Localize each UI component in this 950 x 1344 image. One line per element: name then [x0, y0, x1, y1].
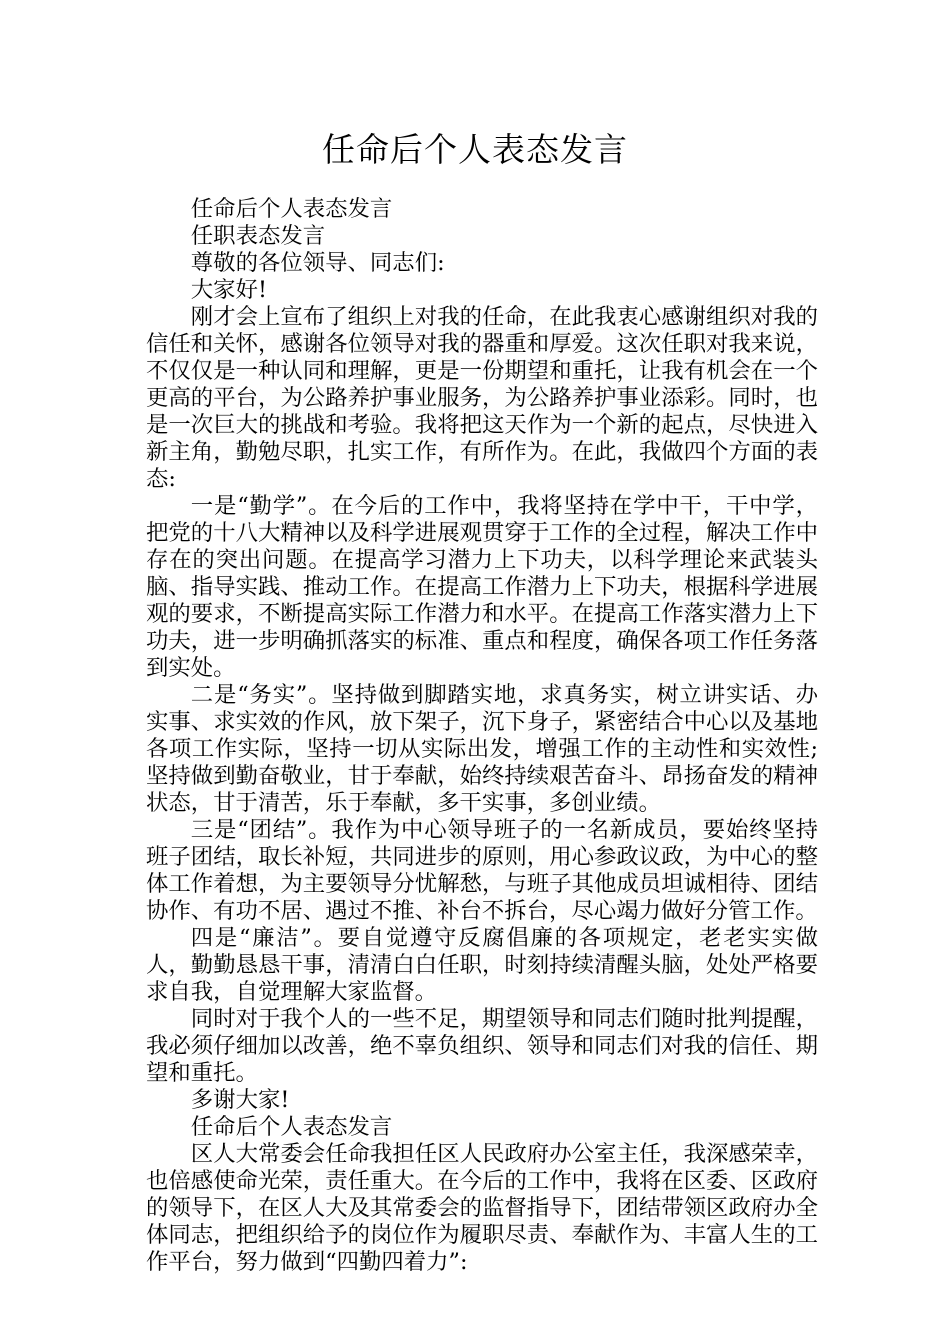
document-body	[146, 196, 818, 1276]
paragraph-second-speech: 区人大常委会任命我担任区人民政府办公室主任，我深感荣幸，也倍感使命光荣，责任重大。在今后的工作中，我将在区委、区政府的领导下，在区人大及其常委会的监督指导下，团结带领区政府办全体同志，把组织给予的岗位作为履职尽责、奉献作为、丰富人生的工作平台，努力做到“四勤四着力”:	[146, 1141, 818, 1275]
paragraph-intro: 刚才会上宣布了组织上对我的任命，在此我衷心感谢组织对我的信任和关怀，感谢各位领导对我的器重和厚爱。这次任职对我来说，不仅仅是一种认同和理解，更是一份期望和重托，让我有机会在一个更高的平台，为公路养护事业服务，为公路养护事业添彩。同时，也是一次巨大的挑战和考验。我将把这天作为一个新的起点，尽快进入新主角，勤勉尽职，扎实工作，有所作为。在此，我做四个方面的表态:	[146, 304, 818, 492]
paragraph-point-1: 一是“勤学”。在今后的工作中，我将坚持在学中干，干中学，把党的十八大精神以及科学进展观贯穿于工作的全过程，解决工作中存在的突出问题。在提高学习潜力上下功夫，以科学理论来武装头脑、指导实践、推动工作。在提高工作潜力上下功夫，根据科学进展观的要求，不断提高实际工作潜力和水平。在提高工作落实潜力上下功夫，进一步明确抓落实的标准、重点和程度，确保各项工作任务落到实处。	[146, 493, 818, 681]
paragraph-closing: 同时对于我个人的一些不足，期望领导和同志们随时批判提醒，我必须仔细加以改善，绝不辜负组织、领导和同志们对我的信任、期望和重托。	[146, 1006, 818, 1086]
paragraph-salutation: 尊敬的各位领导、同志们:	[190, 250, 445, 276]
paragraph-heading-1: 任命后个人表态发言	[190, 196, 393, 222]
paragraph-point-3: 三是“团结”。我作为中心领导班子的一名新成员，要始终坚持班子团结，取长补短，共同进步的原则，用心参政议政，为中心的整体工作着想，为主要领导分忧解愁，与班子其他成员坦诚相待、团结协作、有功不居、遇过不推、补台不拆台，尽心竭力做好分管工作。	[146, 817, 818, 924]
paragraph-point-4: 四是“廉洁”。要自觉遵守反腐倡廉的各项规定，老老实实做人，勤勤恳恳干事，清清白白任职，时刻持续清醒头脑，处处严格要求自我，自觉理解大家监督。	[146, 925, 818, 1005]
paragraph-heading-3: 任命后个人表态发言	[190, 1114, 393, 1140]
paragraph-greeting: 大家好!	[190, 277, 267, 303]
paragraph-thanks: 多谢大家!	[190, 1087, 290, 1113]
paragraph-point-2: 二是“务实”。坚持做到脚踏实地，求真务实，树立讲实话、办实事、求实效的作风，放下架子，沉下身子，紧密结合中心以及基地各项工作实际，坚持一切从实际出发，增强工作的主动性和实效性;坚持做到勤奋敬业，甘于奉献，始终持续艰苦奋斗、昂扬奋发的精神状态，甘于清苦，乐于奉献，多干实事，多创业绩。	[146, 682, 818, 816]
document-title: 任命后个人表态发言	[322, 130, 628, 169]
paragraph-heading-2: 任职表态发言	[190, 223, 326, 249]
